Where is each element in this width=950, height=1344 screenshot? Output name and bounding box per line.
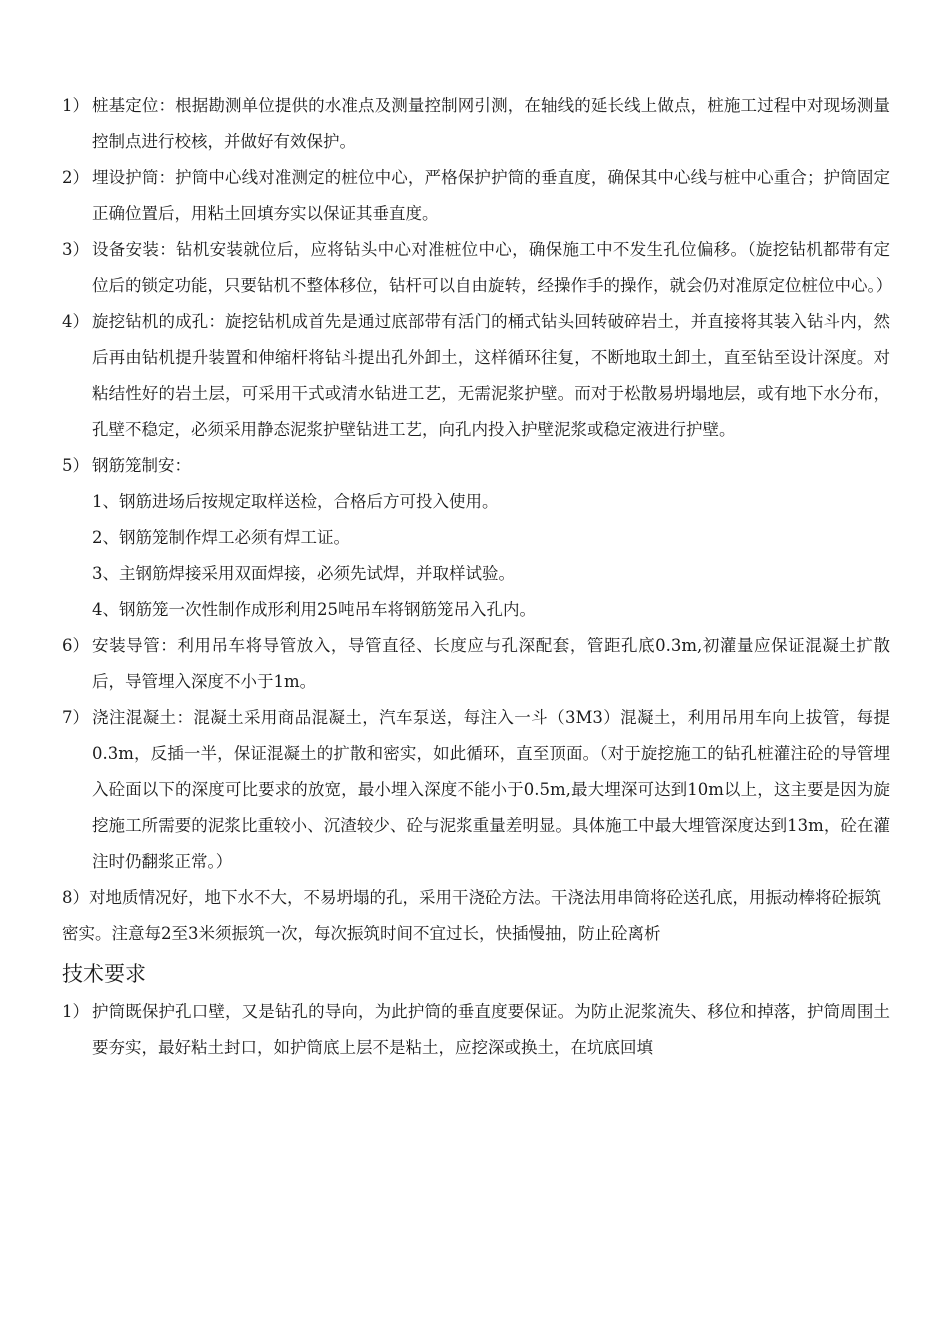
step-number: 4） — [62, 312, 89, 331]
section-title: 技术要求 — [62, 962, 146, 986]
step-7 — [62, 700, 890, 880]
step-number: 3） — [62, 240, 89, 259]
step-number: 8） — [62, 888, 89, 907]
sub-item: 1、钢筋进场后按规定取样送检，合格后方可投入使用。 — [92, 492, 499, 511]
step-number: 1） — [62, 96, 89, 115]
step-2 — [62, 160, 890, 232]
step-text: 钢筋笼制安： — [92, 456, 191, 475]
step-6 — [62, 628, 890, 700]
step-text: 桩基定位：根据勘测单位提供的水准点及测量控制网引测，在轴线的延长线上做点，桩施工过程中对现场测量控制点进行校核，并做好有效保护。 — [92, 96, 890, 151]
step-5 — [62, 448, 890, 484]
construction-steps — [62, 88, 893, 1066]
tech-item-1 — [62, 994, 890, 1066]
step-number: 5） — [62, 456, 89, 475]
step-text: 设备安装：钻机安装就位后，应将钻头中心对准桩位中心，确保施工中不发生孔位偏移。（旋挖钻机都带有定位后的锁定功能，只要钻机不整体移位，钻杆可以自由旋转，经操作手的操作，就会仍对准原定位桩位中心。） — [92, 240, 893, 295]
step-text: 旋挖钻机的成孔：旋挖钻机成首先是通过底部带有活门的桶式钻头回转破碎岩土，并直接将其装入钻斗内，然后再由钻机提升装置和伸缩杆将钻斗提出孔外卸土，这样循环往复，不断地取土卸土，直至钻至设计深度。对粘结性好的岩土层，可采用干式或清水钻进工艺，无需泥浆护壁。而对于松散易坍塌地层，或有地下水分布，孔壁不稳定，必须采用静态泥浆护壁钻进工艺，向孔内投入护壁泥浆或稳定液进行护壁。 — [92, 312, 890, 439]
step-1 — [62, 88, 890, 160]
step-text: 护筒既保护孔口壁，又是钻孔的导向，为此护筒的垂直度要保证。为防止泥浆流失、移位和掉落，护筒周围土要夯实，最好粘土封口，如护筒底上层不是粘土，应挖深或换土，在坑底回填 — [92, 1002, 890, 1057]
sub-item: 4、钢筋笼一次性制作成形利用25吨吊车将钢筋笼吊入孔内。 — [92, 600, 536, 619]
step-text: 安装导管：利用吊车将导管放入，导管直径、长度应与孔深配套，管距孔底0.3m,初灌量应保证混凝土扩散后，导管埋入深度不小于1m。 — [92, 636, 890, 691]
step-number: 2） — [62, 168, 89, 187]
step-3 — [62, 232, 893, 304]
sub-item: 3、主钢筋焊接采用双面焊接，必须先试焊，并取样试验。 — [92, 564, 515, 583]
step-text: 对地质情况好，地下水不大，不易坍塌的孔，采用干浇砼方法。干浇法用串筒将砼送孔底，用振动棒将砼振筑密实。注意每2至3米须振筑一次，每次振筑时间不宜过长，快插慢抽，防止砼离析 — [62, 888, 881, 943]
step-4 — [62, 304, 890, 448]
step-number: 6） — [62, 636, 89, 655]
step-number: 7） — [62, 708, 89, 727]
step-text: 埋设护筒：护筒中心线对准测定的桩位中心，严格保护护筒的垂直度，确保其中心线与桩中心重合；护筒固定正确位置后，用粘土回填夯实以保证其垂直度。 — [92, 168, 890, 223]
sub-item: 2、钢筋笼制作焊工必须有焊工证。 — [92, 528, 350, 547]
step-text: 浇注混凝土：混凝土采用商品混凝土，汽车泵送，每注入一斗（3M3）混凝土，利用吊用车向上拔管，每提0.3m，反插一半，保证混凝土的扩散和密实，如此循环，直至顶面。（对于旋挖施工的钻孔桩灌注砼的导管埋入砼面以下的深度可比要求的放宽，最小埋入深度不能小于0.5m,最大埋深可达到10m以上，这主要是因为旋挖施工所需要的泥浆比重较小、沉渣较少、砼与泥浆重量差明显。具体施工中最大埋管深度达到13m，砼在灌注时仍翻浆正常。） — [92, 708, 890, 871]
step-number: 1） — [62, 1002, 89, 1021]
step-8 — [62, 880, 890, 952]
